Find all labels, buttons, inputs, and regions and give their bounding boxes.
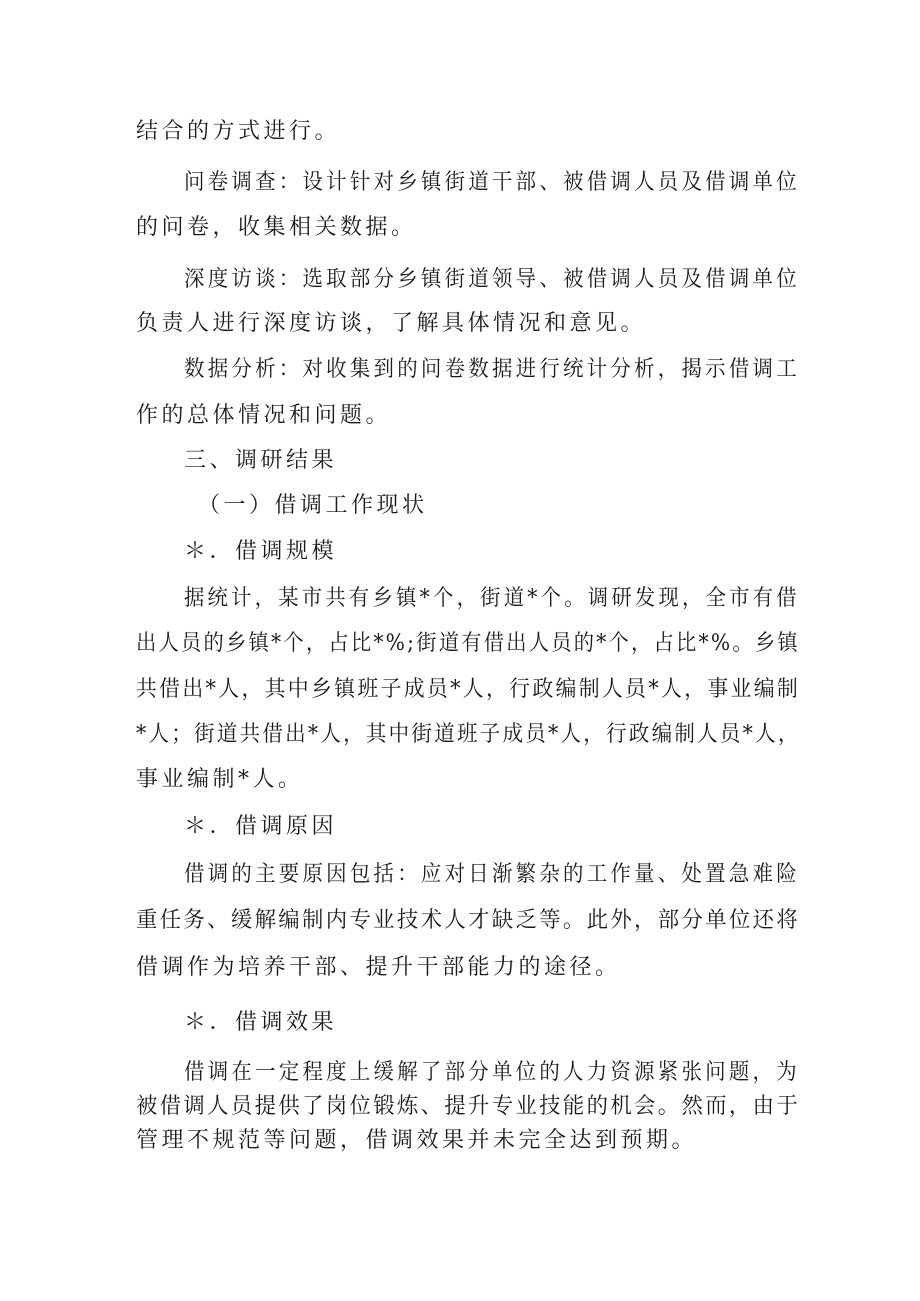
text-line: 管理不规范等问题，借调效果并未完全达到预期。 (136, 1128, 698, 1153)
text-line: *人；街道共借出*人，其中街道班子成员*人，行政编制人员*人， (136, 722, 801, 747)
text-line: 被借调人员提供了岗位锻炼、提升专业技能的机会。然而，由于 (136, 1094, 801, 1119)
text-line: 作的总体情况和问题。 (136, 403, 392, 428)
paragraph-interview: 深度访谈：选取部分乡镇街道领导、被借调人员及借调单位 (184, 267, 800, 292)
text-line: 借调作为培养干部、提升干部能力的途径。 (136, 955, 621, 980)
paragraph-scale: 据统计，某市共有乡镇*个，街道*个。调研发现，全市有借 (184, 586, 800, 611)
paragraph-survey: 问卷调查：设计针对乡镇街道干部、被借调人员及借调单位 (184, 170, 800, 195)
text-line: 共借出*人，其中乡镇班子成员*人，行政编制人员*人，事业编制 (136, 677, 801, 702)
paragraph-effect: 借调在一定程度上缓解了部分单位的人力资源紧张问题，为 (184, 1060, 800, 1085)
item-heading-effect: ＊．借调效果 (184, 1010, 338, 1035)
item-heading-scale: ＊．借调规模 (184, 539, 338, 564)
text-line: 事业编制*人。 (136, 767, 304, 792)
text-line: 结合的方式进行。 (136, 119, 341, 144)
text-line: 出人员的乡镇*个，占比*%;街道有借出人员的*个，占比*%。乡镇 (136, 631, 800, 656)
paragraph-reason: 借调的主要原因包括：应对日渐繁杂的工作量、处置急难险 (184, 862, 800, 887)
text-line: 负责人进行深度访谈，了解具体情况和意见。 (136, 311, 647, 336)
paragraph-analysis: 数据分析：对收集到的问卷数据进行统计分析，揭示借调工 (184, 357, 800, 382)
item-heading-reason: ＊．借调原因 (184, 814, 338, 839)
text-line: 重任务、缓解编制内专业技术人才缺乏等。此外，部分单位还将 (136, 908, 801, 933)
subsection-heading: （一）借调工作现状 (198, 493, 428, 518)
text-line: 的问卷，收集相关数据。 (136, 215, 417, 240)
section-heading: 三、调研结果 (184, 448, 338, 473)
